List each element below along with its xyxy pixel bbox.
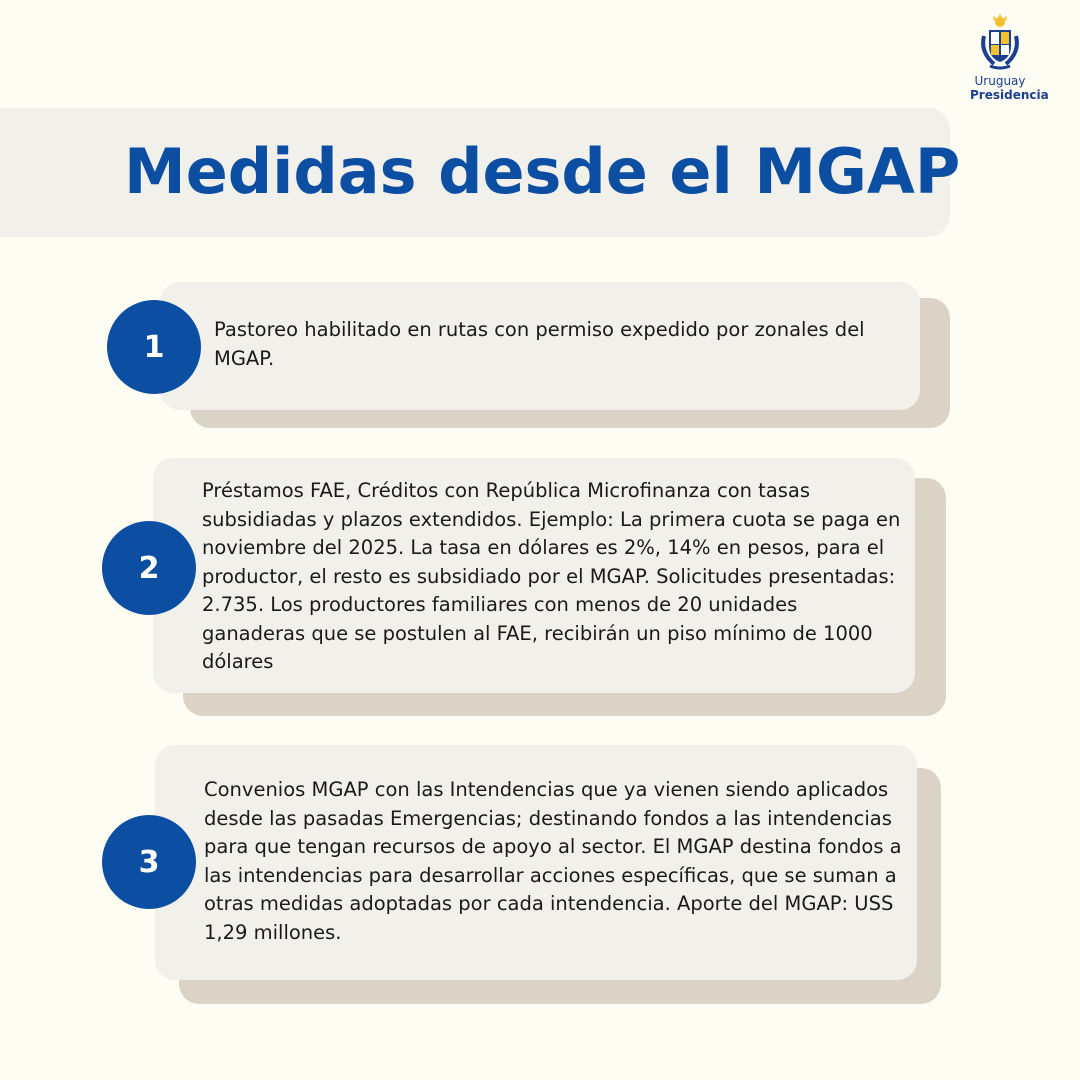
page-title: Medidas desde el MGAP	[124, 135, 961, 208]
logo-institution: Presidencia	[970, 88, 1049, 102]
logo-country: Uruguay	[974, 74, 1026, 88]
card-3-number-badge: 3	[102, 815, 196, 909]
card-2-number-badge: 2	[102, 521, 196, 615]
presidencia-logo	[970, 14, 1049, 102]
coat-of-arms-icon	[976, 14, 1024, 72]
card-1-number-badge: 1	[107, 300, 201, 394]
card-1-text: Pastoreo habilitado en rutas con permiso expedido por zonales del MGAP.	[214, 318, 865, 370]
card-2-text: Préstamos FAE, Créditos con República Microfinanza con tasas subsidiadas y plazos extendidos. Ejemplo: La primera cuota se paga en noviembre del 2025. La tasa en dólares es 2%, 14% en pesos, para el productor, el resto es subsidiado por el MGAP. Solicitudes presentadas: 2.735. Los productores familiares con menos de 20 unidades ganaderas que se postulen al FAE, recibirán un piso mínimo de 1000 dólares	[202, 479, 901, 673]
card-3-text: Convenios MGAP con las Intendencias que ya vienen siendo aplicados desde las pasadas Emergencias; destinando fondos a las intendencias para que tengan recursos de apoyo al sector. El MGAP destina fondos a las intendencias para desarrollar acciones específicas, que se suman a otras medidas adoptadas por cada intendencia. Aporte del MGAP: USS 1,29 millones.	[204, 778, 902, 944]
